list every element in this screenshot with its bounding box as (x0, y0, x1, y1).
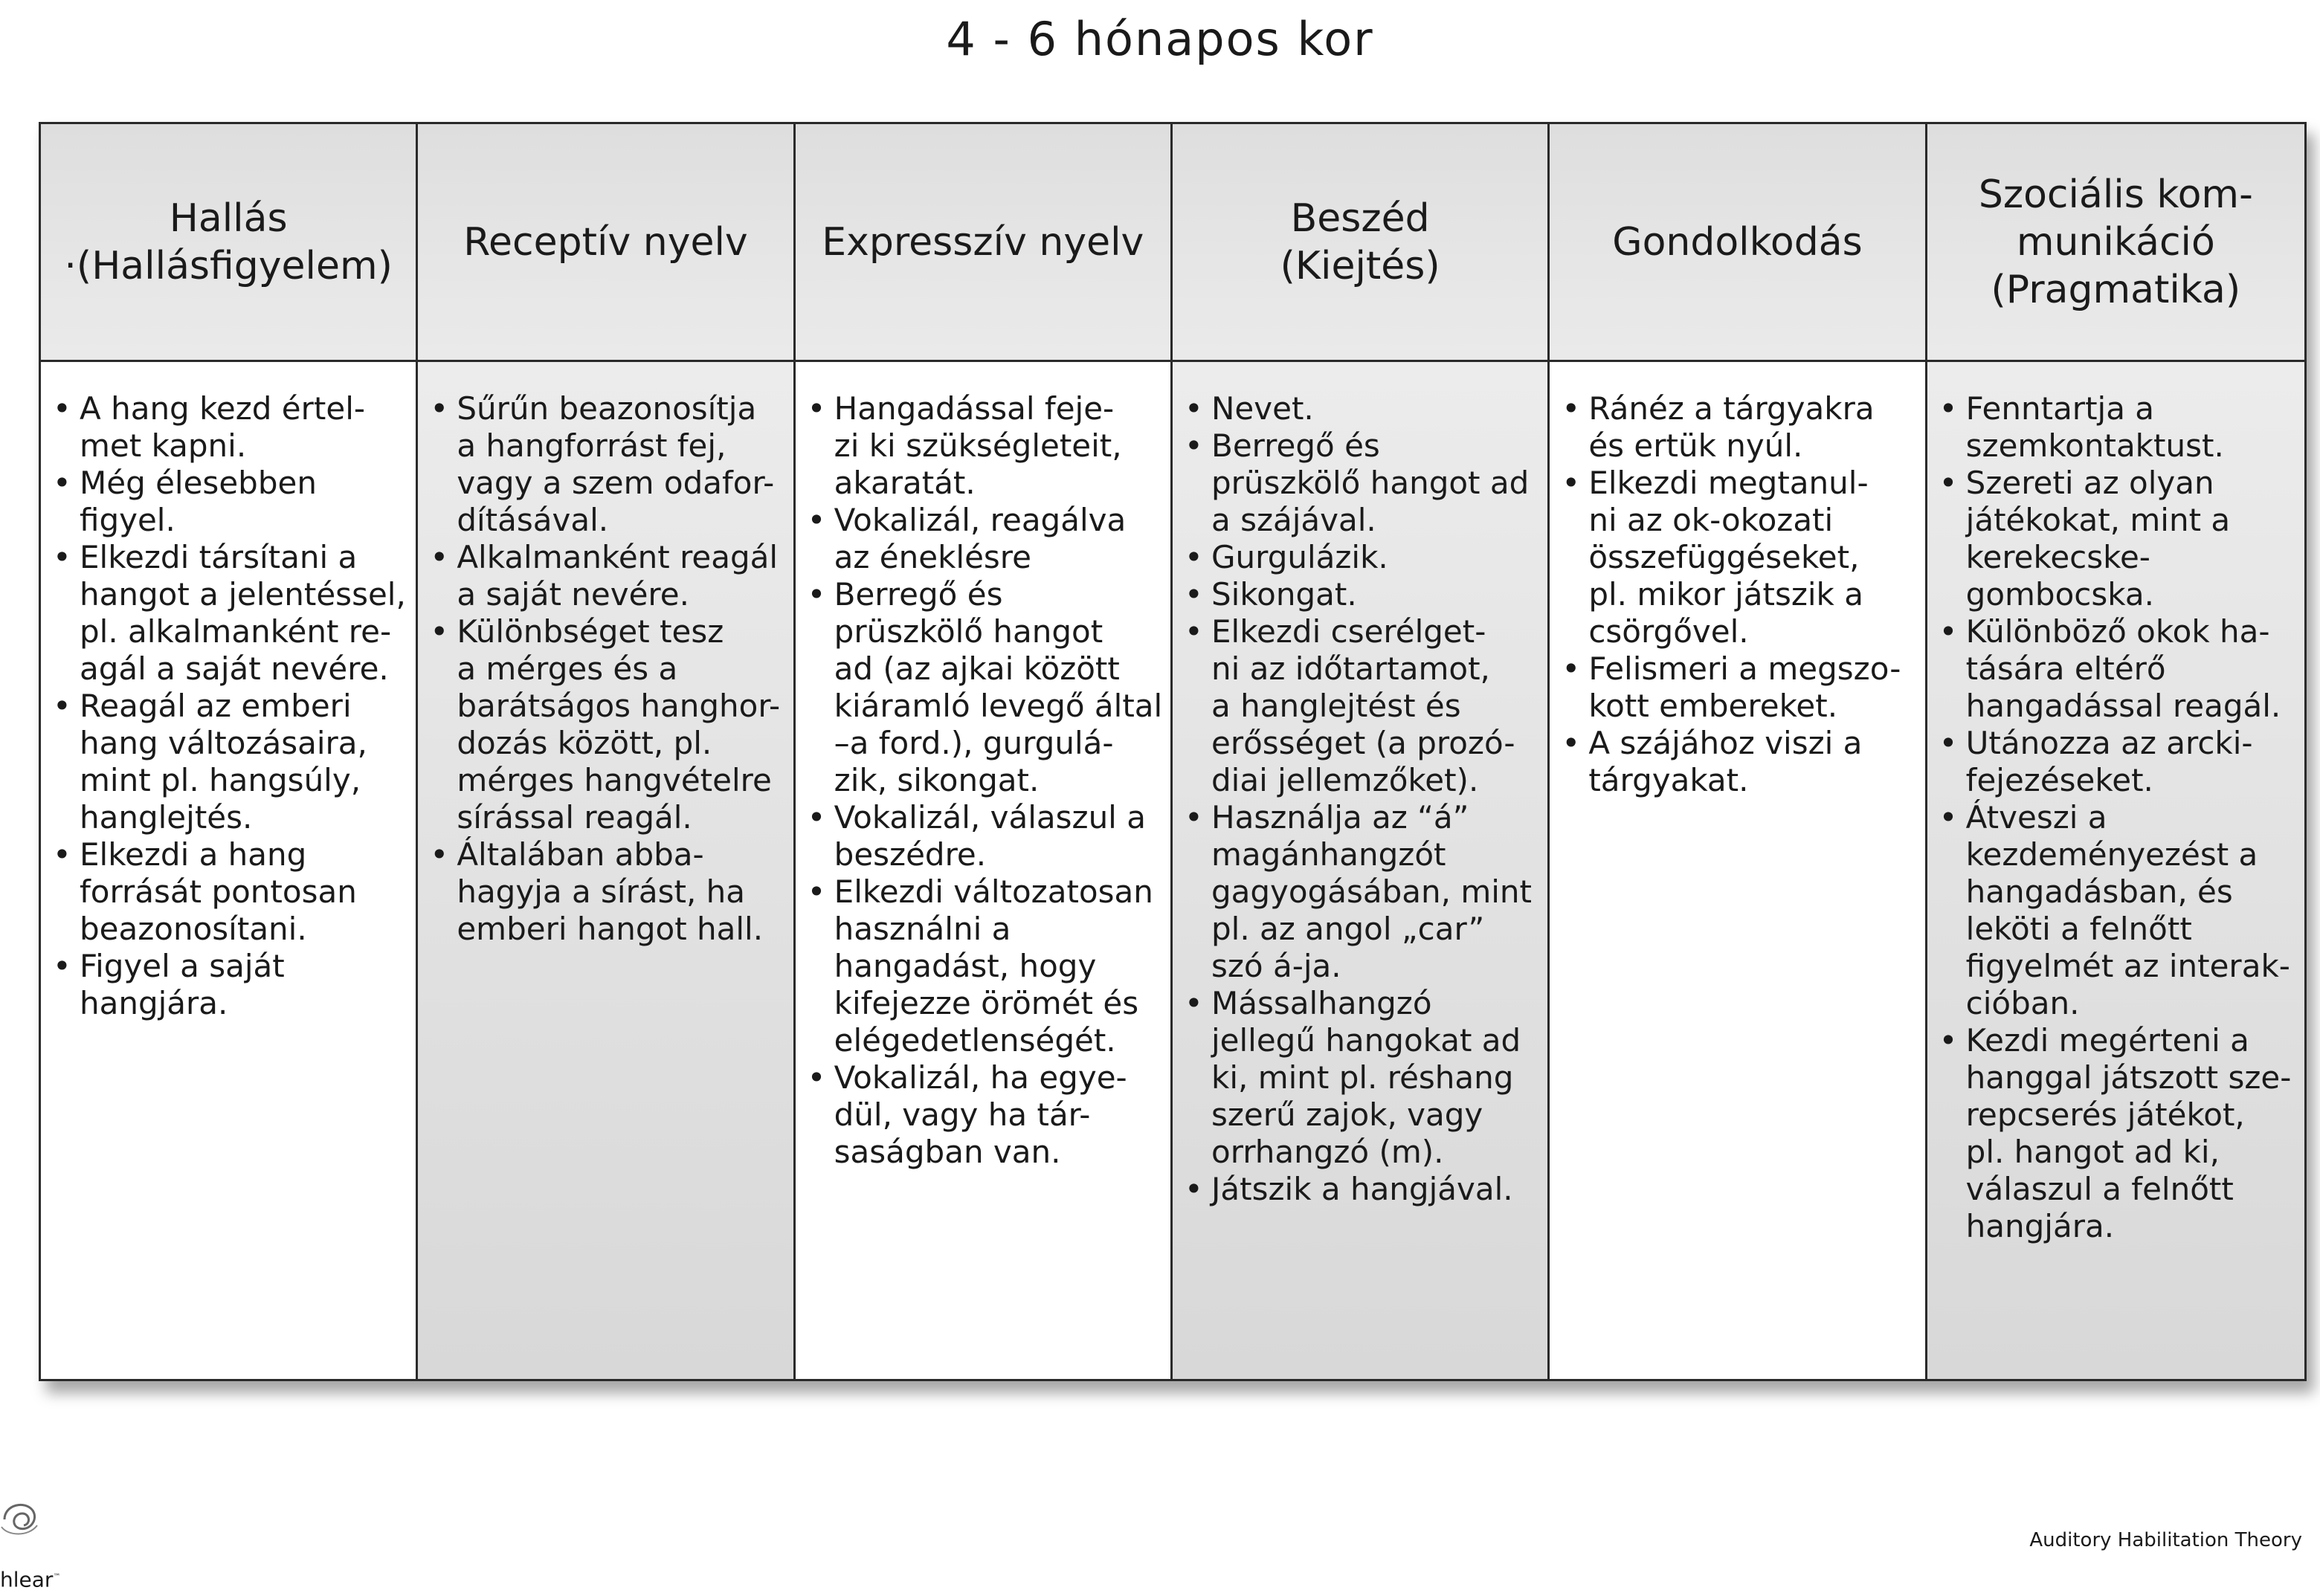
column-hallas (41, 362, 418, 1379)
column-beszed (1173, 362, 1550, 1379)
milestone-list (1938, 390, 2298, 1245)
list-item: • Gurgulázik. (1183, 539, 1541, 576)
header-receptiv-nyelv: Receptív nyelv (418, 124, 795, 362)
list-item: • Fenntartja a szemkontaktust. (1938, 390, 2298, 465)
list-item: • Vokalizál, válaszul a beszédre. (806, 799, 1164, 873)
list-item: • Nevet. (1183, 390, 1541, 427)
milestone-list (51, 390, 410, 1022)
list-item: • Különböző okok ha- tására eltérő hangadással reagál. (1938, 613, 2298, 725)
list-item: • Még élesebben figyel. (51, 465, 410, 539)
list-item: • Elkezdi változatosan használni a hangadást, hogy kifejezze örömét és elégedetlenségét. (806, 873, 1164, 1059)
column-expressziv-nyelv (796, 362, 1173, 1379)
header-hallas: Hallás ·(Hallásfigyelem) (41, 124, 418, 362)
brand-logo (0, 1494, 61, 1592)
list-item: • Berregő és prüszkölő hangot ad a szájával. (1183, 427, 1541, 539)
page-title: 4 - 6 hónapos kor (946, 12, 1374, 66)
list-item: • Elkezdi megtanul- ni az ok-okozati összefüggéseket, pl. mikor játszik a csörgővel. (1560, 465, 1918, 650)
list-item: • Játszik a hangjával. (1183, 1171, 1541, 1208)
list-item: • Általában abba- hagyja a sírást, ha emberi hangot hall. (428, 836, 787, 948)
list-item: • Kezdi megérteni a hanggal játszott sze- repcserés játékot, pl. hangot ad ki, válaszul a felnőtt hangjára. (1938, 1022, 2298, 1245)
logo-text: hlear™ (0, 1567, 61, 1592)
header-gondolkodas: Gondolkodás (1550, 124, 1927, 362)
column-gondolkodas (1550, 362, 1927, 1379)
list-item: • Átveszi a kezdeményezést a hangadásban, és leköti a felnőtt figyelmét az interak- cióban. (1938, 799, 2298, 1022)
footer-source: Auditory Habilitation Theory (2029, 1529, 2302, 1551)
list-item: • Vokalizál, ha egye- dül, vagy ha tár- saságban van. (806, 1059, 1164, 1171)
swirl-logo-icon (0, 1494, 45, 1539)
list-item: • Mássalhangzó jellegű hangokat ad ki, mint pl. réshang szerű zajok, vagy orrhangzó (m). (1183, 985, 1541, 1171)
list-item: • Használja az “á” magánhangzót gagyogásában, mint pl. az angol „car” szó á-ja. (1183, 799, 1541, 985)
list-item: • Különbséget tesz a mérges és a barátságos hanghor- dozás között, pl. mérges hangvételre sírással reagál. (428, 613, 787, 836)
list-item: • Utánozza az arcki- fejezéseket. (1938, 725, 2298, 799)
list-item: • Felismeri a megszo- kott embereket. (1560, 650, 1918, 725)
milestone-list (1183, 390, 1541, 1208)
list-item: • Reagál az emberi hang változásaira, mint pl. hangsúly, hanglejtés. (51, 688, 410, 836)
list-item: • A hang kezd értel- met kapni. (51, 390, 410, 465)
list-item: • Elkezdi cserélget- ni az időtartamot, a hanglejtést és erősséget (a prozó- diai jellemzőket). (1183, 613, 1541, 799)
header-expressziv-nyelv: Expresszív nyelv (796, 124, 1173, 362)
column-receptiv-nyelv (418, 362, 795, 1379)
list-item: • Szereti az olyan játékokat, mint a kerekecske- gombocska. (1938, 465, 2298, 613)
list-item: • Elkezdi a hang forrását pontosan beazonosítani. (51, 836, 410, 948)
development-table (39, 122, 2307, 1381)
list-item: • Hangadással feje- zi ki szükségleteit, akaratát. (806, 390, 1164, 502)
list-item: • Figyel a saját hangjára. (51, 948, 410, 1022)
list-item: • Elkezdi társítani a hangot a jelentéssel, pl. alkalmanként re- agál a saját nevére. (51, 539, 410, 688)
list-item: • Ránéz a tárgyakra és ertük nyúl. (1560, 390, 1918, 465)
list-item: • Vokalizál, reagálva az éneklésre (806, 502, 1164, 576)
list-item: • Berregő és prüszkölő hangot ad (az ajkai között kiáramló levegő által –a ford.), gurgulá- zik, sikongat. (806, 576, 1164, 799)
milestone-list (1560, 390, 1918, 799)
list-item: • Sikongat. (1183, 576, 1541, 613)
list-item: • Alkalmanként reagál a saját nevére. (428, 539, 787, 613)
header-beszed: Beszéd (Kiejtés) (1173, 124, 1550, 362)
list-item: • A szájához viszi a tárgyakat. (1560, 725, 1918, 799)
list-item: • Sűrűn beazonosítja a hangforrást fej, vagy a szem odafor- dításával. (428, 390, 787, 539)
column-szocialis-kommunikacio (1927, 362, 2304, 1379)
milestone-list (428, 390, 787, 948)
header-szocialis-kommunikacio: Szociális kom- munikáció (Pragmatika) (1927, 124, 2304, 362)
milestone-list (806, 390, 1164, 1171)
